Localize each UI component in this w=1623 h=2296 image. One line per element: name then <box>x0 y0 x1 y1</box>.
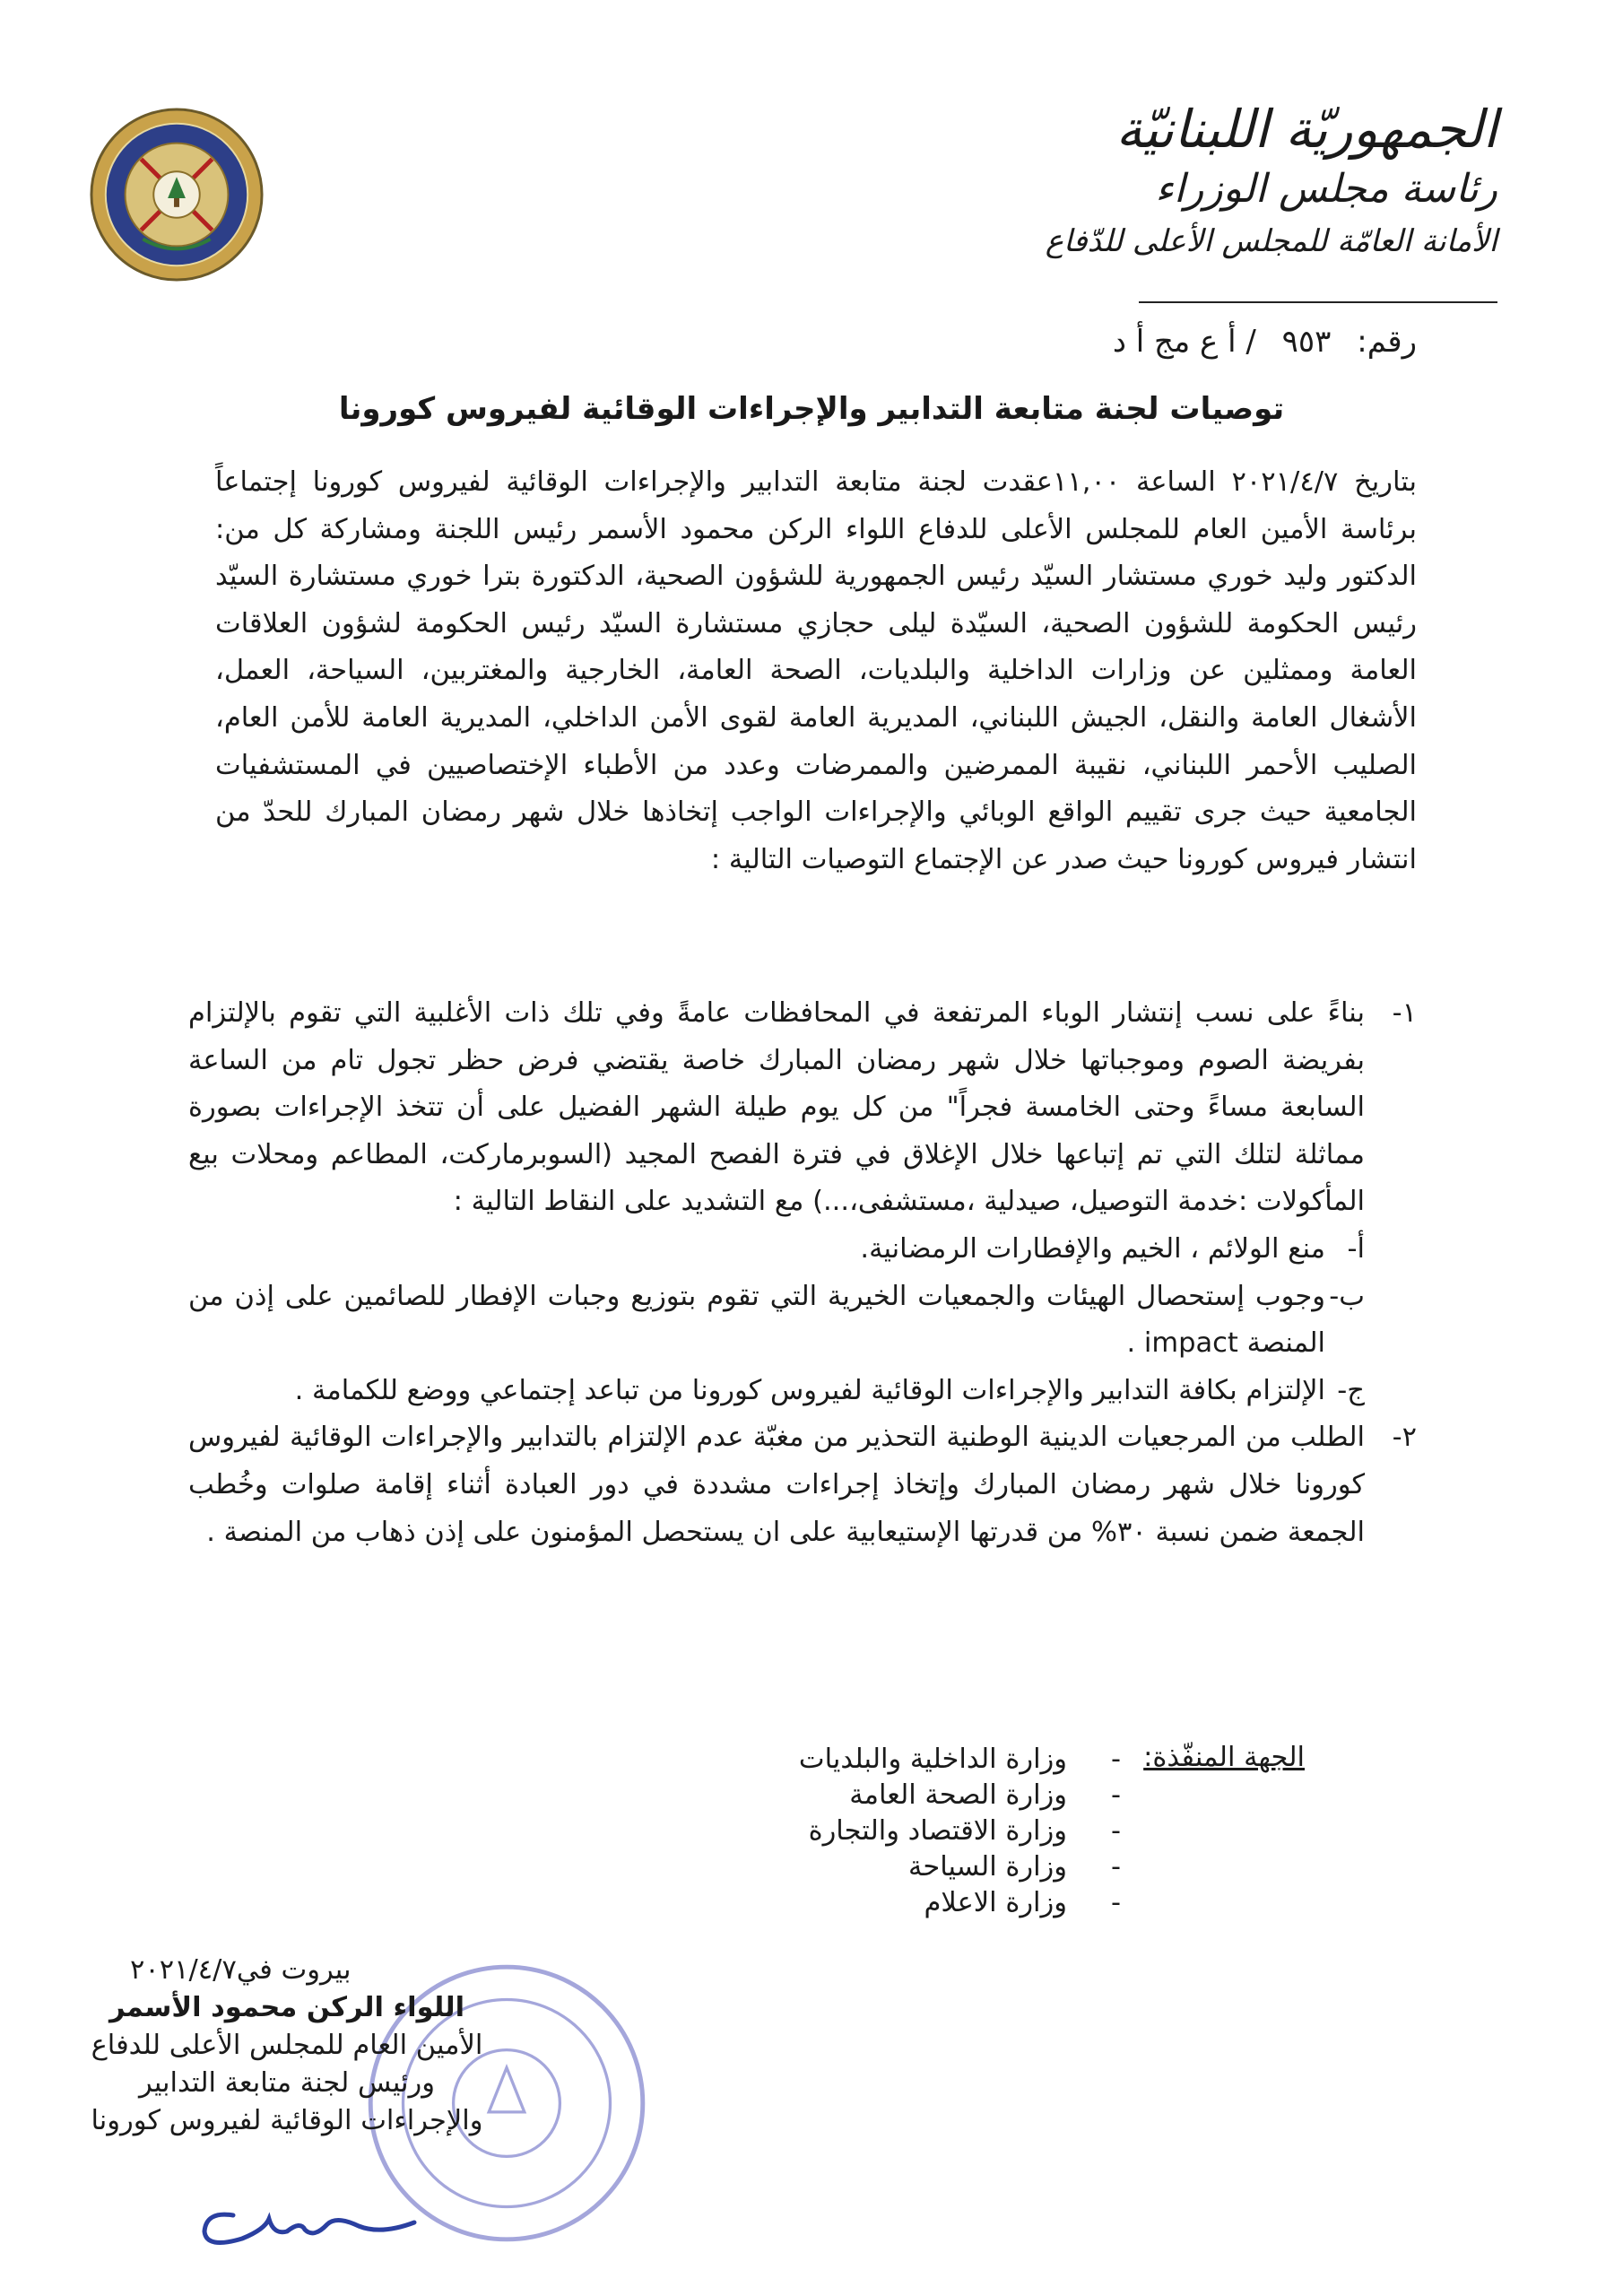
item-number: ١- <box>1392 997 1417 1029</box>
sub-point <box>188 1368 1365 1415</box>
signatory-title-3: والإجراءات الوقائية لفيروس كورونا <box>91 2105 483 2136</box>
executing-entities-list <box>799 1742 1121 1921</box>
reference-number <box>1097 319 1417 364</box>
recommendations-list <box>188 990 1417 1556</box>
sub-point <box>188 1274 1365 1368</box>
recommendation-item <box>188 1414 1417 1556</box>
document-title: توصيات لجنة متابعة التدابير والإجراءات الوقائية لفيروس كورونا <box>338 391 1285 427</box>
ref-number: ٩٥٣ <box>1281 324 1332 360</box>
list-item: - وزارة الصحة العامة <box>849 1779 1121 1811</box>
secretariat-name: الأمانة العامّة للمجلس الأعلى للدّفاع <box>1045 223 1497 259</box>
ref-suffix: / أ ع مج أ د <box>1112 324 1256 360</box>
higher-defense-council-emblem-icon <box>88 106 265 283</box>
signatory-title-1: الأمين العام للمجلس الأعلى للدفاع <box>91 2030 483 2061</box>
presidency-name: رئاسة مجلس الوزراء <box>1155 166 1497 212</box>
item-text: بناءً على نسب إنتشار الوباء المرتفعة في المحافظات عامةً وفي تلك ذات الأغلبية التي تقوم بالإلتزام بفريضة الصوم وموجباتها خلال شهر رمضان المبارك خاصة يقتضي فرض حظر تجول تام من الساعة السابعة مساءً وحتى الخامسة فجراً" من كل يوم طيلة الشهر الفضيل على أن تتخذ الإجراءات بصورة مماثلة لتلك التي تم إتباعها خلال الإغلاق في فترة الفصح المجيد (السوبرماركت، المطاعم ومحلات بيع المأكولات :خدمة التوصيل، صيدلية ،مستشفى،...) مع التشديد على النقاط التالية : <box>188 997 1365 1218</box>
place-date: بيروت في٢٠٢١/٤/٧ <box>130 1954 352 1986</box>
list-item: - وزارة السياحة <box>907 1851 1121 1883</box>
list-item: - وزارة الاقتصاد والتجارة <box>808 1815 1121 1847</box>
sub-points <box>188 1226 1365 1414</box>
list-item: - وزارة الداخلية والبلديات <box>798 1744 1121 1775</box>
header-divider <box>1139 301 1497 303</box>
signature-block <box>76 1952 498 2140</box>
list-item: - وزارة الاعلام <box>924 1887 1121 1918</box>
executing-entities-label: الجهة المنفّذة: <box>1143 1742 1305 1773</box>
signatory-name: اللواء الركن محمود الأسمر <box>108 1992 465 2023</box>
signatory-title-2: ورئيس لجنة متابعة التدابير <box>138 2067 436 2099</box>
sub-text: الإلتزام بكافة التدابير والإجراءات الوقائية لفيروس كورونا من تباعد إجتماعي ووضع للكمامة . <box>294 1374 1325 1406</box>
recommendation-item <box>188 990 1417 1414</box>
item-text: الطلب من المرجعيات الدينية الوطنية التحذير من مغبّة عدم الإلتزام بالتدابير والإجراءات الوقائية لفيروس كورونا خلال شهر رمضان المبارك وإتخاذ إجراءات مشددة في دور العبادة أثناء إقامة صلوات وخُطب الجمعة ضمن نسبة ٣٠% من قدرتها الإستيعابية على ان يستحصل المؤمنون على إذن ذهاب من المنصة . <box>188 1422 1365 1548</box>
handwritten-signature-icon <box>179 2179 421 2260</box>
item-number: ٢- <box>1392 1422 1417 1454</box>
ref-label: رقم: <box>1357 324 1417 360</box>
sub-point <box>188 1226 1365 1274</box>
sub-letter: أ- <box>1347 1232 1365 1265</box>
sub-text: منع الولائم ، الخيم والإفطارات الرمضانية. <box>860 1232 1325 1265</box>
sub-letter: ب- <box>1329 1280 1365 1312</box>
sub-letter: ج- <box>1337 1374 1365 1406</box>
intro-paragraph: بتاريخ ٢٠٢١/٤/٧ الساعة ١١,٠٠عقدت لجنة متابعة التدابير والإجراءات الوقائية لفيروس كورونا إجتماعاً برئاسة الأمين العام للمجلس الأعلى للدفاع اللواء الركن محمود الأسمر رئيس اللجنة ومشاركة كل من: الدكتور وليد خوري مستشار السيّد رئيس الجمهورية للشؤون الصحية، الدكتورة بترا خوري مستشارة السيّد رئيس الحكومة للشؤون الصحية، السيّدة ليلى حجازي مستشارة السيّد رئيس الحكومة لشؤون العلاقات العامة وممثلين عن وزارات الداخلية والبلديات، الصحة العامة، الخارجية والمغتربين، السياحة، العمل، الأشغال العامة والنقل، الجيش اللبناني، المديرية العامة لقوى الأمن الداخلي، المديرية العامة للأمن العام، الصليب الأحمر اللبناني، نقيبة الممرضين والممرضات وعدد من الأطباء الإختصاصيين في المستشفيات الجامعية حيث جرى تقييم الواقع الوبائي والإجراءات الواجب إتخاذها خلال شهر رمضان المبارك للحدّ من انتشار فيروس كورونا حيث صدر عن الإجتماع التوصيات التالية : <box>215 466 1417 875</box>
letterhead <box>942 97 1497 265</box>
sub-text: وجوب إستحصال الهيئات والجمعيات الخيرية التي تقوم بتوزيع وجبات الإفطار للصائمين على إذن من المنصة impact . <box>188 1280 1325 1360</box>
republic-name: الجمهوريّة اللبنانيّة <box>1115 99 1497 160</box>
